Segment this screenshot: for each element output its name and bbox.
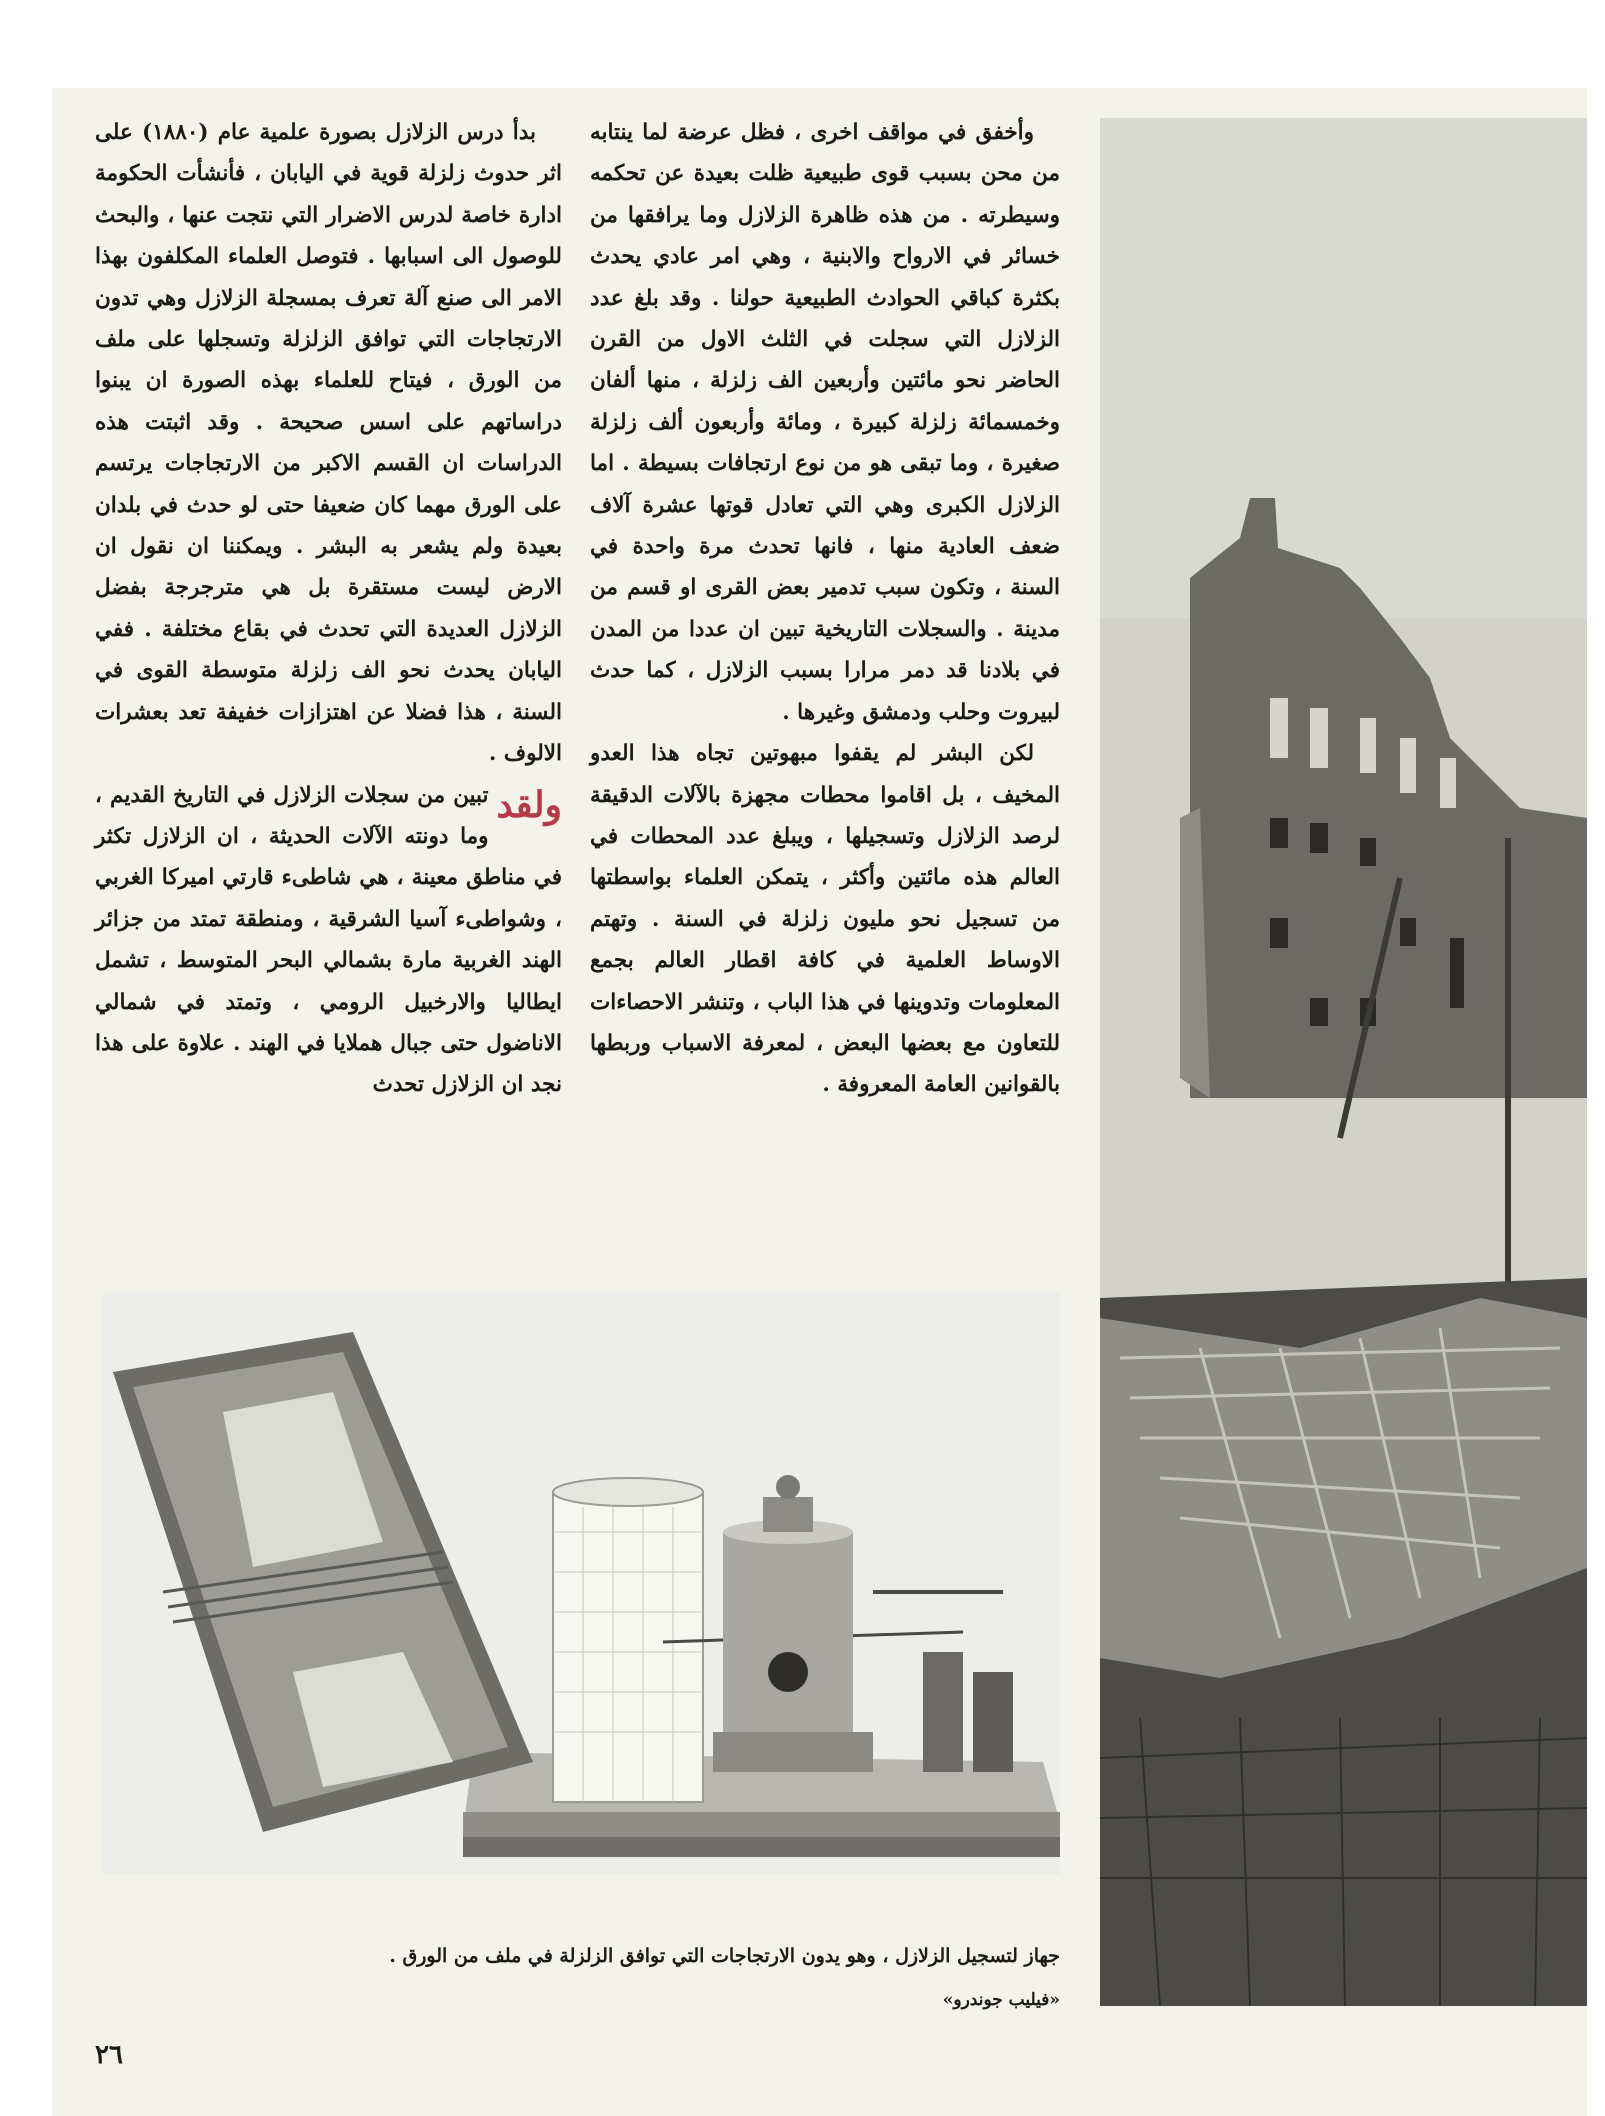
earthquake-ruins-photo <box>1100 118 1587 2006</box>
article-column-left <box>95 112 562 1106</box>
dropcap: ولقد <box>496 783 562 826</box>
seismograph-photo <box>103 1292 1060 1874</box>
article-column-right <box>590 112 1060 1106</box>
paragraph: بدأ درس الزلازل بصورة علمية عام (١٨٨٠) على اثر حدوث زلزلة قوية في اليابان ، فأنشأت الحكومة ادارة خاصة لدرس الاضرار التي نتجت عنها ، والبحث للوصول الى اسبابها . فتوصل العلماء المكلفون بهذا الامر الى صنع آلة تعرف بمسجلة الزلازل وهي تدون الارتجاجات التي توافق الزلزلة وتسجلها على ملف من الورق ، فيتاح للعلماء بهذه الصورة ان يبنوا دراساتهم على اسس صحيحة . وقد اثبتت هذه الدراسات ان القسم الاكبر من الارتجاجات يرتسم على الورق مهما كان ضعيفا حتى لو حدث في بلدان بعيدة ولم يشعر به البشر . ويمكننا ان نقول ان الارض ليست مستقرة بل هي مترجرجة بفضل الزلازل العديدة التي تحدث في بقاع مختلفة . ففي اليابان يحدث نحو الف زلزلة متوسطة القوى في السنة ، هذا فضلا عن اهتزازات خفيفة تعد بعشرات الالوف . <box>95 120 562 767</box>
page-number: ٢٦ <box>95 2040 123 2070</box>
photo-credit: «فيليب جوندرو» <box>942 1990 1060 2010</box>
photo-caption: جهاز لتسجيل الزلازل ، وهو يدون الارتجاجات التي توافق الزلزلة في ملف من الورق . <box>389 1945 1060 1967</box>
paragraph: لكن البشر لم يقفوا مبهوتين تجاه هذا العدو المخيف ، بل اقاموا محطات مجهزة بالآلات الدقيقة لرصد الزلازل وتسجيلها ، ويبلغ عدد المحطات في العالم هذه مائتين وأكثر ، يتمكن العلماء بواسطتها من تسجيل نحو مليون زلزلة في السنة . وتهتم الاوساط العلمية في كافة اقطار العالم بجمع المعلومات وتدوينها في هذا الباب ، وتنشر الاحصاءات للتعاون مع بعضها البعض ، لمعرفة الاسباب وربطها بالقوانين العامة المعروفة . <box>590 741 1060 1098</box>
paragraph <box>95 775 562 1106</box>
paragraph: وأخفق في مواقف اخرى ، فظل عرضة لما ينتابه من محن بسبب قوى طبيعية ظلت بعيدة عن تحكمه وسيطرته . من هذه ظاهرة الزلازل وما يرافقها من خسائر في الارواح والابنية ، وهي امر عادي يحدث بكثرة كباقي الحوادث الطبيعية حولنا . وقد بلغ عدد الزلازل التي سجلت في الثلث الاول من القرن الحاضر نحو مائتين وأربعين الف زلزلة ، منها ألفان وخمسمائة زلزلة كبيرة ، ومائة وأربعون ألف زلزلة صغيرة ، وما تبقى هو من نوع ارتجافات بسيطة . اما الزلازل الكبرى وهي التي تعادل قوتها عشرة آلاف ضعف العادية منها ، فانها تحدث مرة واحدة في السنة ، وتكون سبب تدمير بعض القرى او قسم من مدينة . والسجلات التاريخية تبين ان عددا من المدن في بلادنا قد دمر مرارا بسبب الزلازل ، كما حدث لبيروت وحلب ودمشق وغيرها . <box>590 120 1060 725</box>
paragraph-text: تبين من سجلات الزلازل في التاريخ القديم ، وما دونته الآلات الحديثة ، ان الزلازل تكثر في مناطق معينة ، هي شاطىء قارتي اميركا الغربي ، وشواطىء آسيا الشرقية ، ومنطقة تمتد من جزائر الهند الغربية مارة بشمالي البحر المتوسط ، تشمل ايطاليا والارخبيل الرومي ، وتمتد في شمالي الاناضول حتى جبال هملايا في الهند . علاوة على هذا نجد ان الزلازل تحدث <box>95 782 562 1098</box>
